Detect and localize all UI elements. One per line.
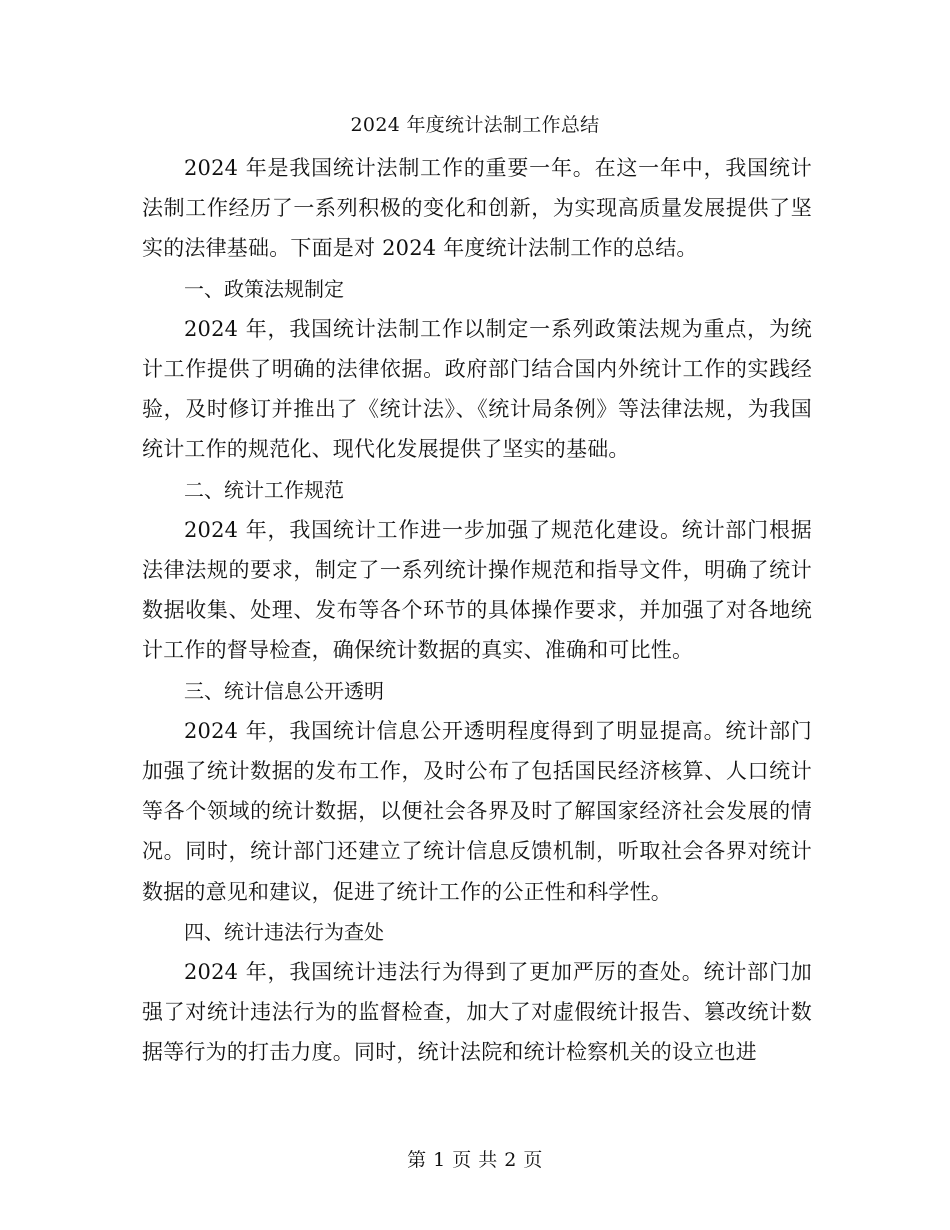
section-heading-4: 四、统计违法行为查处 <box>184 919 384 944</box>
section-heading-2: 二、统计工作规范 <box>184 477 344 502</box>
section-paragraph-3: 2024 年，我国统计信息公开透明程度得到了明显提高。统计部门加强了统计数据的发布工作，及时公布了包括国民经济核算、人口统计等各个领域的统计数据，以便社会各界及时了解国家经济社会发展的情况。同时，统计部门还建立了统计信息反馈机制，听取社会各界对统计数据的意见和建议，促进了统计工作的公正性和科学性。 <box>142 718 812 904</box>
section-heading-1: 一、政策法规制定 <box>184 276 344 301</box>
document-title: 2024 年度统计法制工作总结 <box>350 114 600 136</box>
page-footer: 第 1 页 共 2 页 <box>407 1149 543 1171</box>
section-paragraph-4: 2024 年，我国统计违法行为得到了更加严厉的查处。统计部门加强了对统计违法行为的监督检查，加大了对虚假统计报告、篡改统计数据等行为的打击力度。同时，统计法院和统计检察机关的设立也进 <box>142 960 812 1065</box>
section-paragraph-2: 2024 年，我国统计工作进一步加强了规范化建设。统计部门根据法律法规的要求，制定了一系列统计操作规范和指导文件，明确了统计数据收集、处理、发布等各个环节的具体操作要求，并加强了对各地统计工作的督导检查，确保统计数据的真实、准确和可比性。 <box>142 517 812 663</box>
section-heading-3: 三、统计信息公开透明 <box>184 678 384 703</box>
section-paragraph-1: 2024 年，我国统计法制工作以制定一系列政策法规为重点，为统计工作提供了明确的法律依据。政府部门结合国内外统计工作的实践经验，及时修订并推出了《统计法》、《统计局条例》等法律法规，为我国统计工作的规范化、现代化发展提供了坚实的基础。 <box>142 316 812 462</box>
document-body <box>142 148 812 1073</box>
intro-paragraph: 2024 年是我国统计法制工作的重要一年。在这一年中，我国统计法制工作经历了一系列积极的变化和创新，为实现高质量发展提供了坚实的法律基础。下面是对 2024 年度统计法制工作的总结。 <box>142 156 812 261</box>
